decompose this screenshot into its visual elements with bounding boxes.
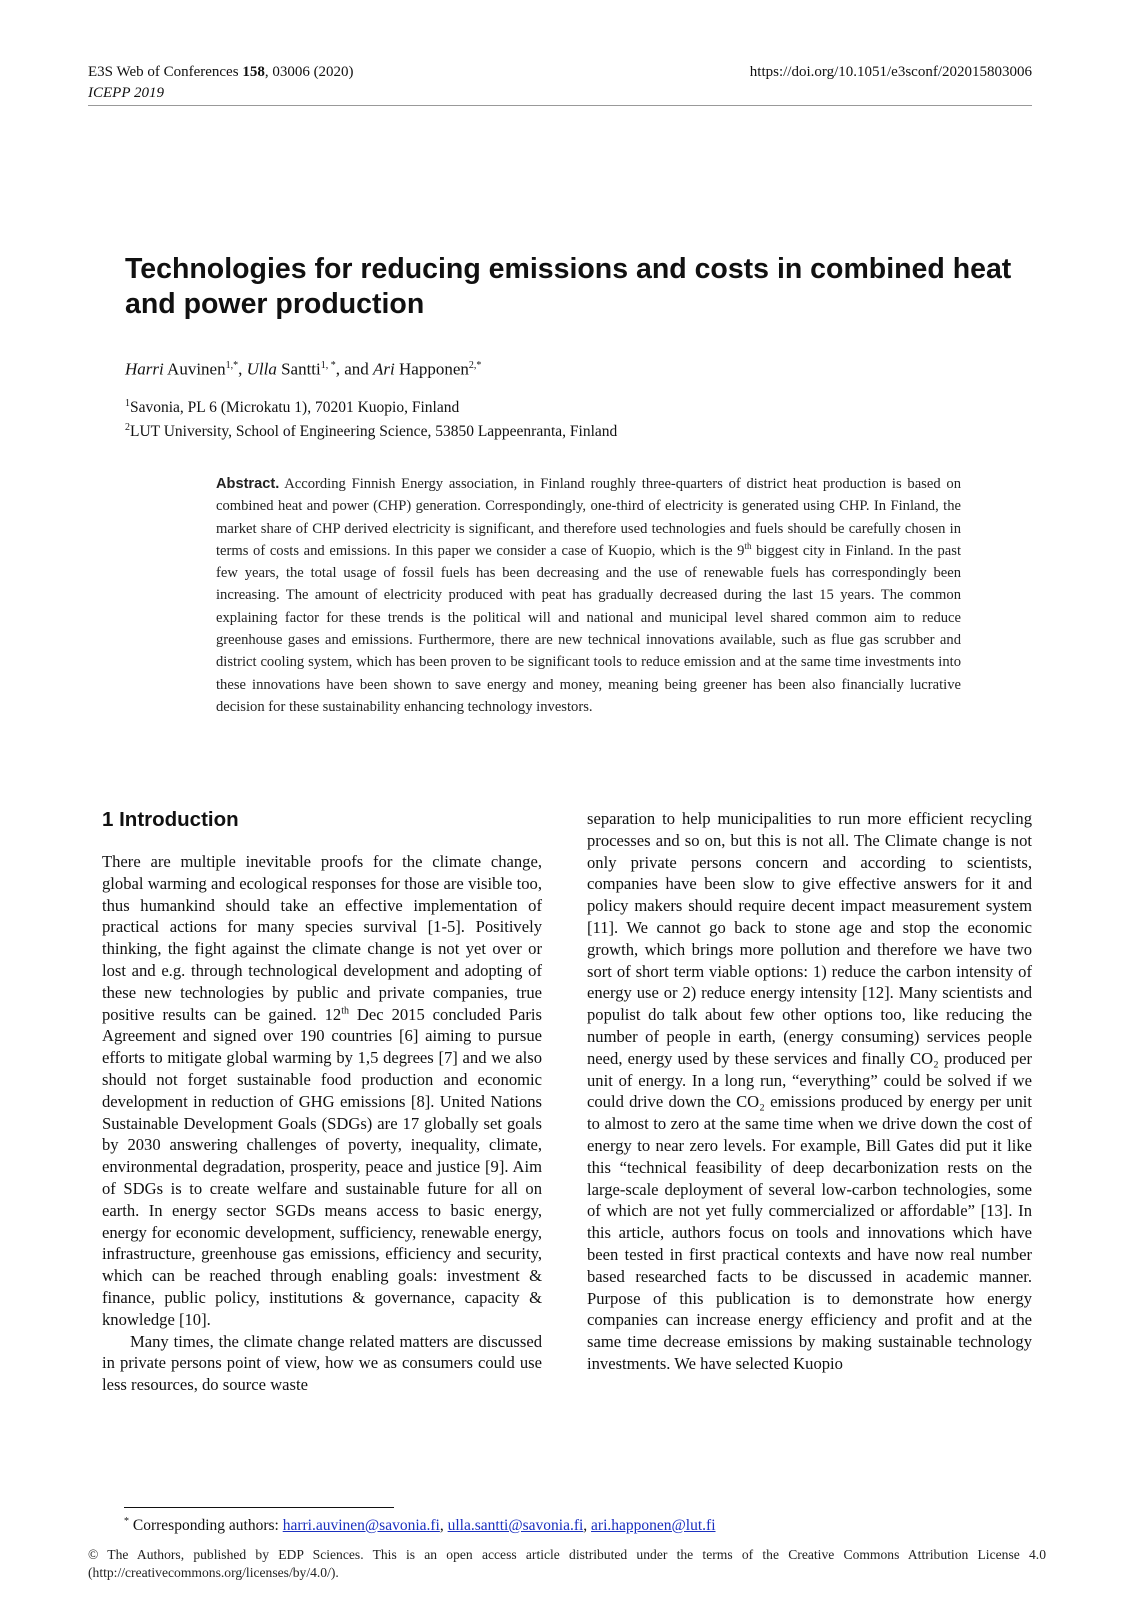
body-paragraph: separation to help municipalities to run more efficient recycling processes and so on, but this is not all. The Climate change is not only private persons concern and according to scientists, companies have been slow to give effective answers for it and policy makers should require decent impact measurement system [11]. We cannot go back to stone age and stop the economic growth, which brings more pollution and therefore we have two sort of short term viable options: 1) reduce the carbon intensity of energy use or 2) reduce energy intensity [12]. Many scientists and populist do talk about few other options too, like reducing the number of people in earth, (energy consuming) services people need, energy used by these services and finally CO₂ produced per unit of energy. In a long run, “everything” could be solved if we could drive down the CO₂ emissions produced by energy per unit to almost to zero at the same time when we drive down the cost of energy to near zero levels. For example, Bill Gates did put it like this “technical feasibility of deep decarbonization rests on the large-scale deployment of several low-carbon technologies, some of which are not yet fully commercialized or affordable” [13]. In this article, authors focus on tools and innovations which have been tested in first practical contexts and have now real number based researched facts to be discussed in academic manner. Purpose of this publication is to demonstrate how energy companies can increase energy efficiency and profit and at the same time decrease emissions by making sustainable technology investments. We have selected Kuopio xyxy=(587,809,1032,1373)
header-divider xyxy=(88,105,1032,106)
affiliation-item: $^2$LUT University, School of Engineering Science, 53850 Lappeenranta, Finland xyxy=(125,421,618,440)
body-paragraph: There are multiple inevitable proofs for the climate change, global warming and ecological responses for those are visible too, thus humankind should take an effective implementation of practical actions for many species survival [1-5]. Positively thinking, the fight against the climate change is not yet over or lost and e.g. through technological development and adopting of these new technologies by public and private companies, true positive results can be gained. 12th Dec 2015 concluded Paris Agreement and signed over 190 countries [6] aiming to pursue efforts to mitigate global warming by 1,5 degrees [7] and we also should not forget sustainable food production and economic development in reduction of GHG emissions [8]. United Nations Sustainable Development Goals (SDGs) are 17 globally set goals by 2030 answering challenges of poverty, inequality, climate, environmental degradation, prosperity, peace and justice [9]. Aim of SDGs is to create welfare and sustainable future for all on earth. In energy sector SGDs means access to basic energy, energy for economic development, sufficiency, renewable energy, infrastructure, greenhouse gas emissions, efficiency and security, which can be reached through enabling goals: investment & finance, public policy, institutions & governance, capacity & knowledge [10]. xyxy=(102,852,542,1329)
author-affiliation-mark: 2,* xyxy=(468,360,482,371)
footnote-divider xyxy=(124,1507,394,1508)
author-affiliation-mark: 1,* xyxy=(225,360,239,371)
body-column-right xyxy=(587,808,1032,1375)
author-first-name: Ari xyxy=(373,359,395,379)
affiliations xyxy=(125,394,617,441)
author-first-name: Harri xyxy=(125,359,164,379)
author-last-name: Auvinen xyxy=(163,359,226,379)
email-link[interactable]: ulla.santti@savonia.fi xyxy=(447,1517,584,1535)
doi-link[interactable]: https://doi.org/10.1051/e3sconf/202015803006 xyxy=(749,64,1032,80)
affiliation-item: $^1$Savonia, PL 6 (Microkatu 1), 70201 Kuopio, Finland xyxy=(125,398,460,417)
journal-citation: E3S Web of Conferences 158, 03006 (2020) xyxy=(88,64,354,80)
abstract: Abstract. According Finnish Energy association, in Finland roughly three-quarters of district heat production is based on combined heat and power (CHP) generation. Correspondingly, one-third of electricity is generated using CHP. In Finland, the market share of CHP derived electricity is significant, and therefore used technologies and fuels should be carefully chosen in terms of costs and emissions. In this paper we consider a case of Kuopio, which is the 9th biggest city in Finland. In the past few years, the total usage of fossil fuels has been decreasing and the use of renewable fuels has correspondingly been increasing. The amount of electricity produced with peat has gradually decreased during the last 15 years. The common explaining factor for these trends is the political will and national and municipal level shared common aim to reduce greenhouse gases and emissions. Furthermore, there are new technical innovations available, such as flue gas scrubber and district cooling system, which has been proven to be significant tools to reduce emission and at the same time investments into these innovations have been shown to save energy and money, meaning being greener has been also financially lucrative decision for these sustainability enhancing technology investors. xyxy=(216,476,961,715)
body-paragraph: Many times, the climate change related matters are discussed in private persons point of view, how we as consumers could use less resources, do source waste xyxy=(102,1331,542,1395)
author-last-name: Santti xyxy=(276,359,321,379)
paper-title: Technologies for reducing emissions and costs in combined heat and power production xyxy=(125,253,1012,320)
email-link[interactable]: ari.happonen@lut.fi xyxy=(591,1517,716,1535)
author-affiliation-mark: 1, * xyxy=(320,360,336,371)
section-heading: 1 Introduction xyxy=(102,808,239,831)
body-column-left xyxy=(102,851,542,1396)
license-notice: © The Authors, published by EDP Sciences. This is an open access article distributed under the terms of the Creative Commons Attribution License 4.0 (http://creativecommons.org/licenses/by/4.0/). xyxy=(88,1547,1046,1580)
volume-number: 158 xyxy=(242,64,265,80)
author-last-name: Happonen xyxy=(394,359,469,379)
author-list: Harri Auvinen$^{1,*}$, Ulla Santti$^{1, *}$, and Ari Happonen$^{2,*}$ xyxy=(125,359,482,379)
running-header-left xyxy=(88,62,354,104)
abstract-label: Abstract. xyxy=(216,476,280,492)
footnote: * Corresponding authors: harri.auvinen@savonia.fi, ulla.santti@savonia.fi, ari.happonen@lut.fi xyxy=(124,1516,716,1535)
conference-name: ICEPP 2019 xyxy=(88,85,164,101)
email-link[interactable]: harri.auvinen@savonia.fi xyxy=(282,1517,440,1535)
author-first-name: Ulla xyxy=(246,359,277,379)
